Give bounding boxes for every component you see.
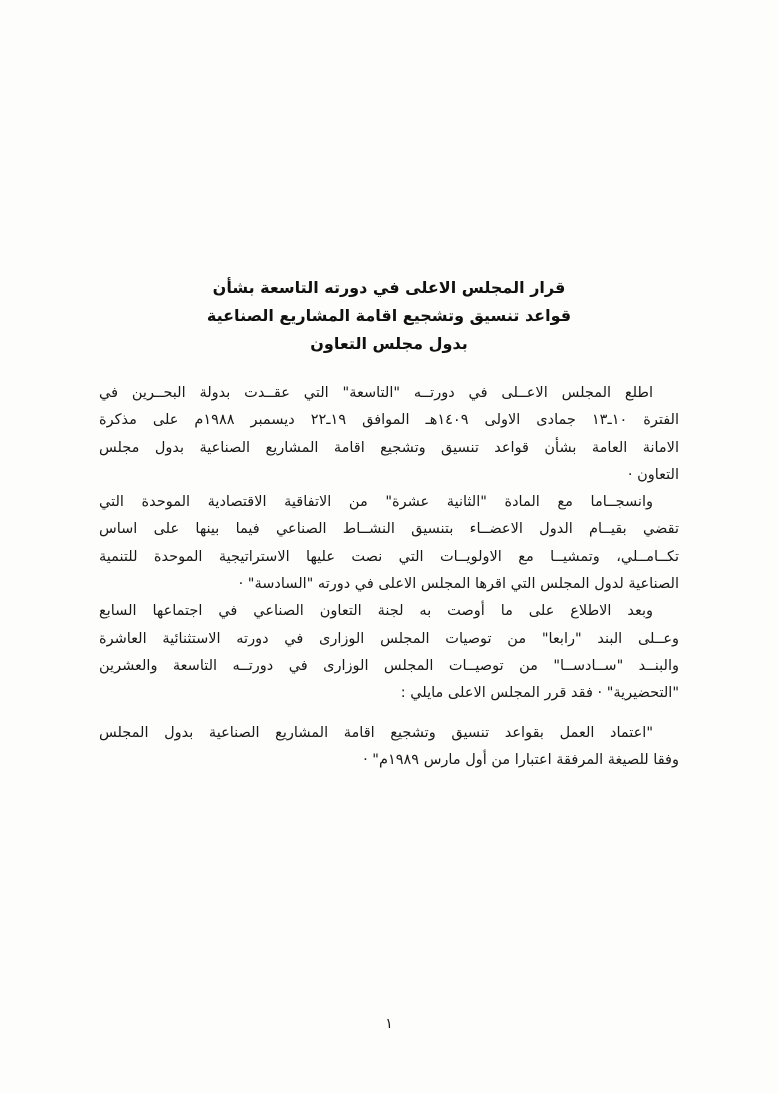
body-line: وفقا للصيغة المرفقة اعتبارا من أول مارس ١٩٨٩م" · <box>363 751 679 768</box>
body-line: اطلع المجلس الاعــلى في دورتــه "التاسعة" التي عقــدت بدولة البحــرين في <box>99 385 653 401</box>
paragraph-1 <box>99 380 679 489</box>
paragraph-3 <box>99 598 679 707</box>
paragraph-4 <box>99 720 679 775</box>
body-line: تقضي بقيــام الدول الاعضــاء بتنسيق النشــاط الصناعي فيما بينها على اساس <box>99 521 679 538</box>
body-line: وبعد الاطلاع على ما أوصت به لجنة التعاون الصناعي في اجتماعها السابع <box>99 603 653 620</box>
body-line: تكــامــلي، وتمشيــا مع الاولويــات التي نصت عليها الاستراتيجية الموحدة للتنمية <box>99 548 679 565</box>
body-line: التعاون · <box>627 466 679 483</box>
document-content <box>99 274 679 774</box>
body-line: الصناعية لدول المجلس التي اقرها المجلس الاعلى في دورته "السادسة" · <box>238 576 679 593</box>
body-line: "اعتماد العمل بقواعد تنسيق وتشجيع اقامة المشاريع الصناعية بدول المجلس <box>99 724 653 741</box>
body-line: والبنــد "ســادســا" من توصيــات المجلس الوزارى في دورتــه التاسعة والعشرين <box>99 657 679 674</box>
body-line: وعــلى البند "رابعا" من توصيات المجلس الوزارى في دورته الاستثنائية العاشرة <box>99 630 679 647</box>
document-title <box>99 274 679 358</box>
body-line: الامانة العامة بشأن قواعد تنسيق وتشجيع اقامة المشاريع الصناعية بدول مجلس <box>99 439 679 456</box>
paragraph-2 <box>99 489 679 598</box>
title-line-3: بدول مجلس التعاون <box>310 334 468 353</box>
body-line: "التحضيرية" · فقد قرر المجلس الاعلى مايلي : <box>400 685 679 702</box>
body-line: وانسجــاما مع المادة "الثانية عشرة" من الاتفاقية الاقتصادية الموحدة التي <box>99 494 653 511</box>
title-line-2: قواعد تنسيق وتشجيع اقامة المشاريع الصناعية <box>206 306 572 325</box>
title-line-1: قرار المجلس الاعلى في دورته التاسعة بشأن <box>212 278 566 297</box>
body-line: الفترة ١٠ـ١٣ جمادى الاولى ١٤٠٩هـ الموافق ١٩ـ٢٢ ديسمبر ١٩٨٨م على مذكرة <box>99 412 680 429</box>
page-number: ١ <box>385 1016 393 1032</box>
